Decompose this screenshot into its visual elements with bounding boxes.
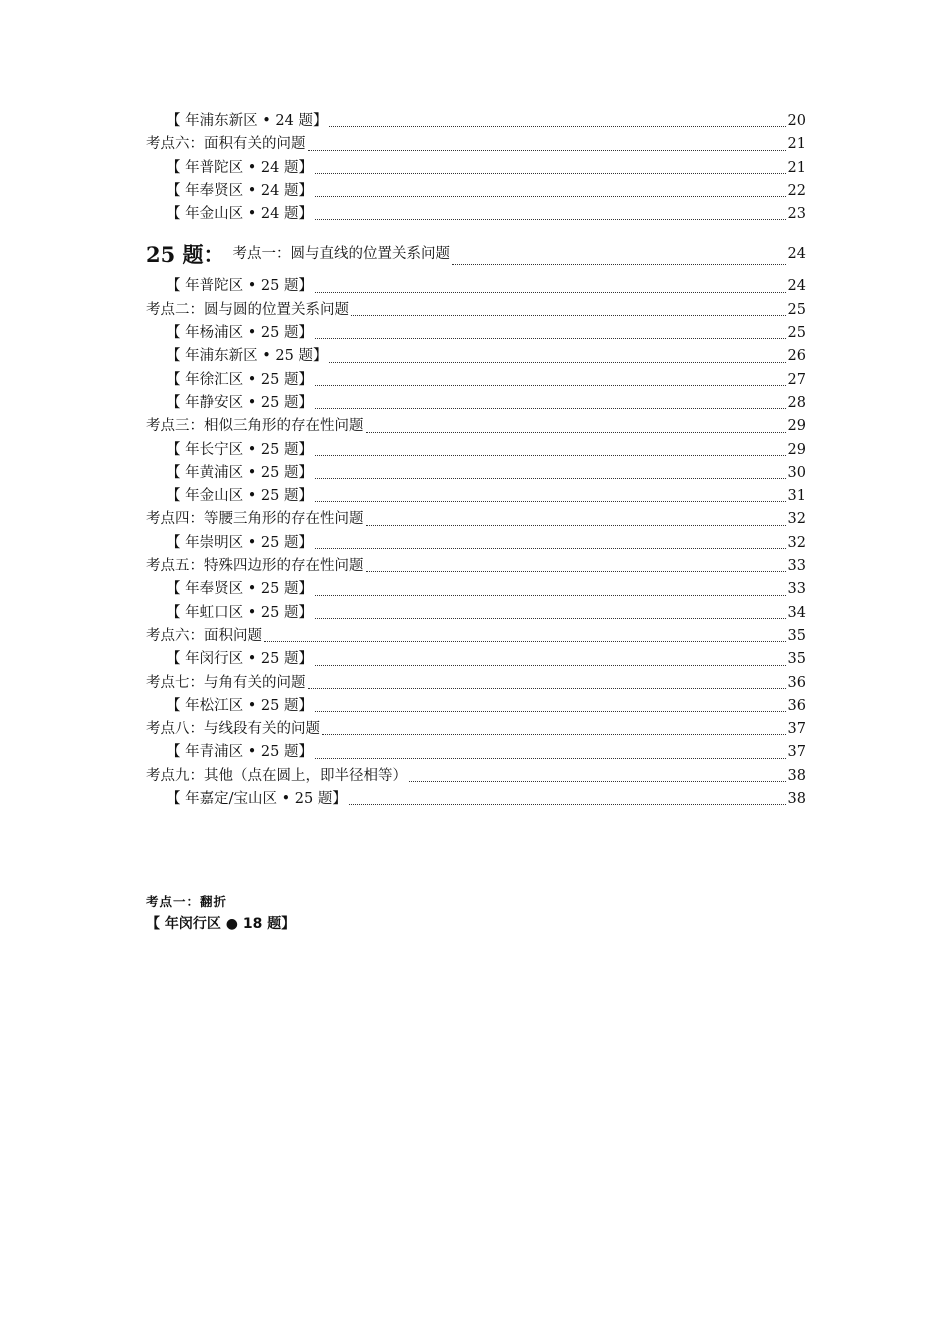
toc-entry-label: 【 年金山区 • 25 题】: [166, 488, 313, 505]
toc-dot-leader: [308, 149, 786, 151]
toc-page-number: 21: [787, 136, 806, 153]
toc-entry[interactable]: [146, 578, 806, 601]
toc-dot-leader: [315, 218, 786, 220]
toc-dot-leader: [315, 710, 786, 712]
toc-entry[interactable]: [146, 369, 806, 392]
toc-entry[interactable]: [146, 788, 806, 811]
toc-entry-label: 考点八：与线段有关的问题: [146, 721, 320, 738]
toc-entry-label: 考点四：等腰三角形的存在性问题: [146, 511, 364, 528]
toc-dot-leader: [366, 524, 786, 526]
toc-entry-label: 考点五：特殊四边形的存在性问题: [146, 558, 364, 575]
toc-entry-label: 【 年普陀区 • 24 题】: [166, 159, 313, 176]
toc-page-number: 25: [787, 301, 806, 318]
toc-dot-leader: [315, 547, 786, 549]
toc-entry[interactable]: [146, 508, 806, 531]
toc-entry[interactable]: [146, 741, 806, 764]
toc-dot-leader: [351, 314, 786, 316]
toc-entry[interactable]: [146, 203, 806, 226]
toc-entry-label: 考点九：其他（点在圆上，即半径相等）: [146, 767, 407, 784]
toc-page-number: 26: [787, 348, 806, 365]
toc-dot-leader: [329, 361, 785, 363]
toc-entry-label: 【 年奉贤区 • 25 题】: [166, 581, 313, 598]
toc-page-number: 22: [787, 182, 806, 199]
toc-page-number: 37: [787, 744, 806, 761]
toc-page-number: 28: [787, 394, 806, 411]
toc-entry-label: 【 年徐汇区 • 25 题】: [166, 371, 313, 388]
toc-dot-leader: [308, 687, 786, 689]
toc-dot-leader: [349, 803, 786, 805]
toc-entry-label: 【 年闵行区 • 25 题】: [166, 651, 313, 668]
toc-entry[interactable]: [146, 648, 806, 671]
toc-entry[interactable]: [146, 238, 806, 271]
toc-entry[interactable]: [146, 695, 806, 718]
toc-dot-leader: [315, 477, 786, 479]
toc-page-number: 29: [787, 441, 806, 458]
toc-entry-label: 【 年奉贤区 • 24 题】: [166, 182, 313, 199]
toc-entry[interactable]: [146, 180, 806, 203]
toc-page-number: 36: [787, 697, 806, 714]
toc-dot-leader: [315, 407, 786, 409]
section-title: 考点一：翻折: [146, 894, 228, 909]
toc-entry-label: 【 年青浦区 • 25 题】: [166, 744, 313, 761]
toc-entry-label: 【 年浦东新区 • 25 题】: [166, 348, 328, 365]
toc-page-number: 24: [787, 278, 806, 295]
toc-page-number: 37: [787, 721, 806, 738]
toc-page-number: 25: [787, 325, 806, 342]
toc-entry[interactable]: [146, 532, 806, 555]
toc-dot-leader: [315, 384, 786, 386]
toc-entry[interactable]: [146, 110, 806, 133]
toc-dot-leader: [315, 454, 786, 456]
toc-entry-label: 考点六：面积有关的问题: [146, 136, 306, 153]
toc-page-number: 31: [787, 488, 806, 505]
toc-entry[interactable]: [146, 555, 806, 578]
toc-entry[interactable]: [146, 415, 806, 438]
toc-dot-leader: [366, 570, 786, 572]
toc-entry-label: 考点一：圆与直线的位置关系问题: [232, 246, 451, 263]
question-title: 【 年闵行区 ● 18 题】: [146, 916, 296, 932]
toc-entry-label: 【 年嘉定/宝山区 • 25 题】: [166, 791, 347, 808]
toc-entry-label: 【 年长宁区 • 25 题】: [166, 441, 313, 458]
section-block: [146, 893, 295, 935]
toc-entry-label: 考点三：相似三角形的存在性问题: [146, 418, 364, 435]
toc-page-number: 24: [787, 246, 806, 263]
toc-entry[interactable]: [146, 625, 806, 648]
toc-entry[interactable]: [146, 485, 806, 508]
toc-entry-label: 考点六：面积问题: [146, 627, 262, 644]
toc-dot-leader: [329, 125, 785, 127]
toc-entry-label: 【 年静安区 • 25 题】: [166, 394, 313, 411]
toc-entry[interactable]: [146, 718, 806, 741]
toc-dot-leader: [366, 431, 786, 433]
toc-entry[interactable]: [146, 157, 806, 180]
toc-entry-label: 考点二：圆与圆的位置关系问题: [146, 301, 349, 318]
toc-entry[interactable]: [146, 133, 806, 156]
toc-entry[interactable]: [146, 672, 806, 695]
toc-page-number: 21: [787, 159, 806, 176]
toc-dot-leader: [315, 617, 786, 619]
toc-page-number: 33: [787, 581, 806, 598]
toc-entry-label: 【 年崇明区 • 25 题】: [166, 534, 313, 551]
toc-page-number: 23: [787, 206, 806, 223]
toc-entry-label: 【 年杨浦区 • 25 题】: [166, 325, 313, 342]
toc-page-number: 27: [787, 371, 806, 388]
toc-dot-leader: [315, 664, 786, 666]
toc-entry-label: 考点七：与角有关的问题: [146, 674, 306, 691]
toc-entry[interactable]: [146, 392, 806, 415]
toc-entry[interactable]: [146, 602, 806, 625]
toc-entry[interactable]: [146, 765, 806, 788]
toc-page-number: 20: [787, 113, 806, 129]
toc-entry-label: 【 年浦东新区 • 24 题】: [166, 113, 328, 129]
toc-chapter-prefix: 25 题：: [146, 242, 225, 268]
toc-page-number: 32: [787, 534, 806, 551]
toc-entry[interactable]: [146, 345, 806, 368]
toc-dot-leader: [409, 780, 786, 782]
toc-dot-leader: [315, 594, 786, 596]
toc-page-number: 35: [787, 627, 806, 644]
toc-page-number: 38: [787, 767, 806, 784]
toc-dot-leader: [315, 291, 786, 293]
toc-page-number: 34: [787, 604, 806, 621]
table-of-contents: [146, 110, 806, 811]
toc-entry[interactable]: [146, 462, 806, 485]
toc-dot-leader: [315, 500, 786, 502]
toc-entry-label: 【 年黄浦区 • 25 题】: [166, 464, 313, 481]
toc-dot-leader: [322, 733, 786, 735]
toc-dot-leader: [315, 337, 786, 339]
toc-entry-label: 【 年普陀区 • 25 题】: [166, 278, 313, 295]
toc-entry[interactable]: [146, 439, 806, 462]
toc-page-number: 32: [787, 511, 806, 528]
toc-page-number: 36: [787, 674, 806, 691]
toc-dot-leader: [264, 640, 786, 642]
toc-entry[interactable]: [146, 322, 806, 345]
toc-page-number: 33: [787, 558, 806, 575]
toc-entry-label: 【 年虹口区 • 25 题】: [166, 604, 313, 621]
toc-page-number: 35: [787, 651, 806, 668]
toc-dot-leader: [315, 195, 786, 197]
toc-entry-label: 【 年金山区 • 24 题】: [166, 206, 313, 223]
toc-entry-label: 【 年松江区 • 25 题】: [166, 697, 313, 714]
toc-page-number: 29: [787, 418, 806, 435]
toc-page-number: 30: [787, 464, 806, 481]
toc-entry[interactable]: [146, 299, 806, 322]
toc-dot-leader: [452, 263, 786, 265]
toc-entry[interactable]: [146, 275, 806, 298]
toc-page-number: 38: [787, 791, 806, 808]
toc-dot-leader: [315, 172, 786, 174]
toc-dot-leader: [315, 757, 786, 759]
